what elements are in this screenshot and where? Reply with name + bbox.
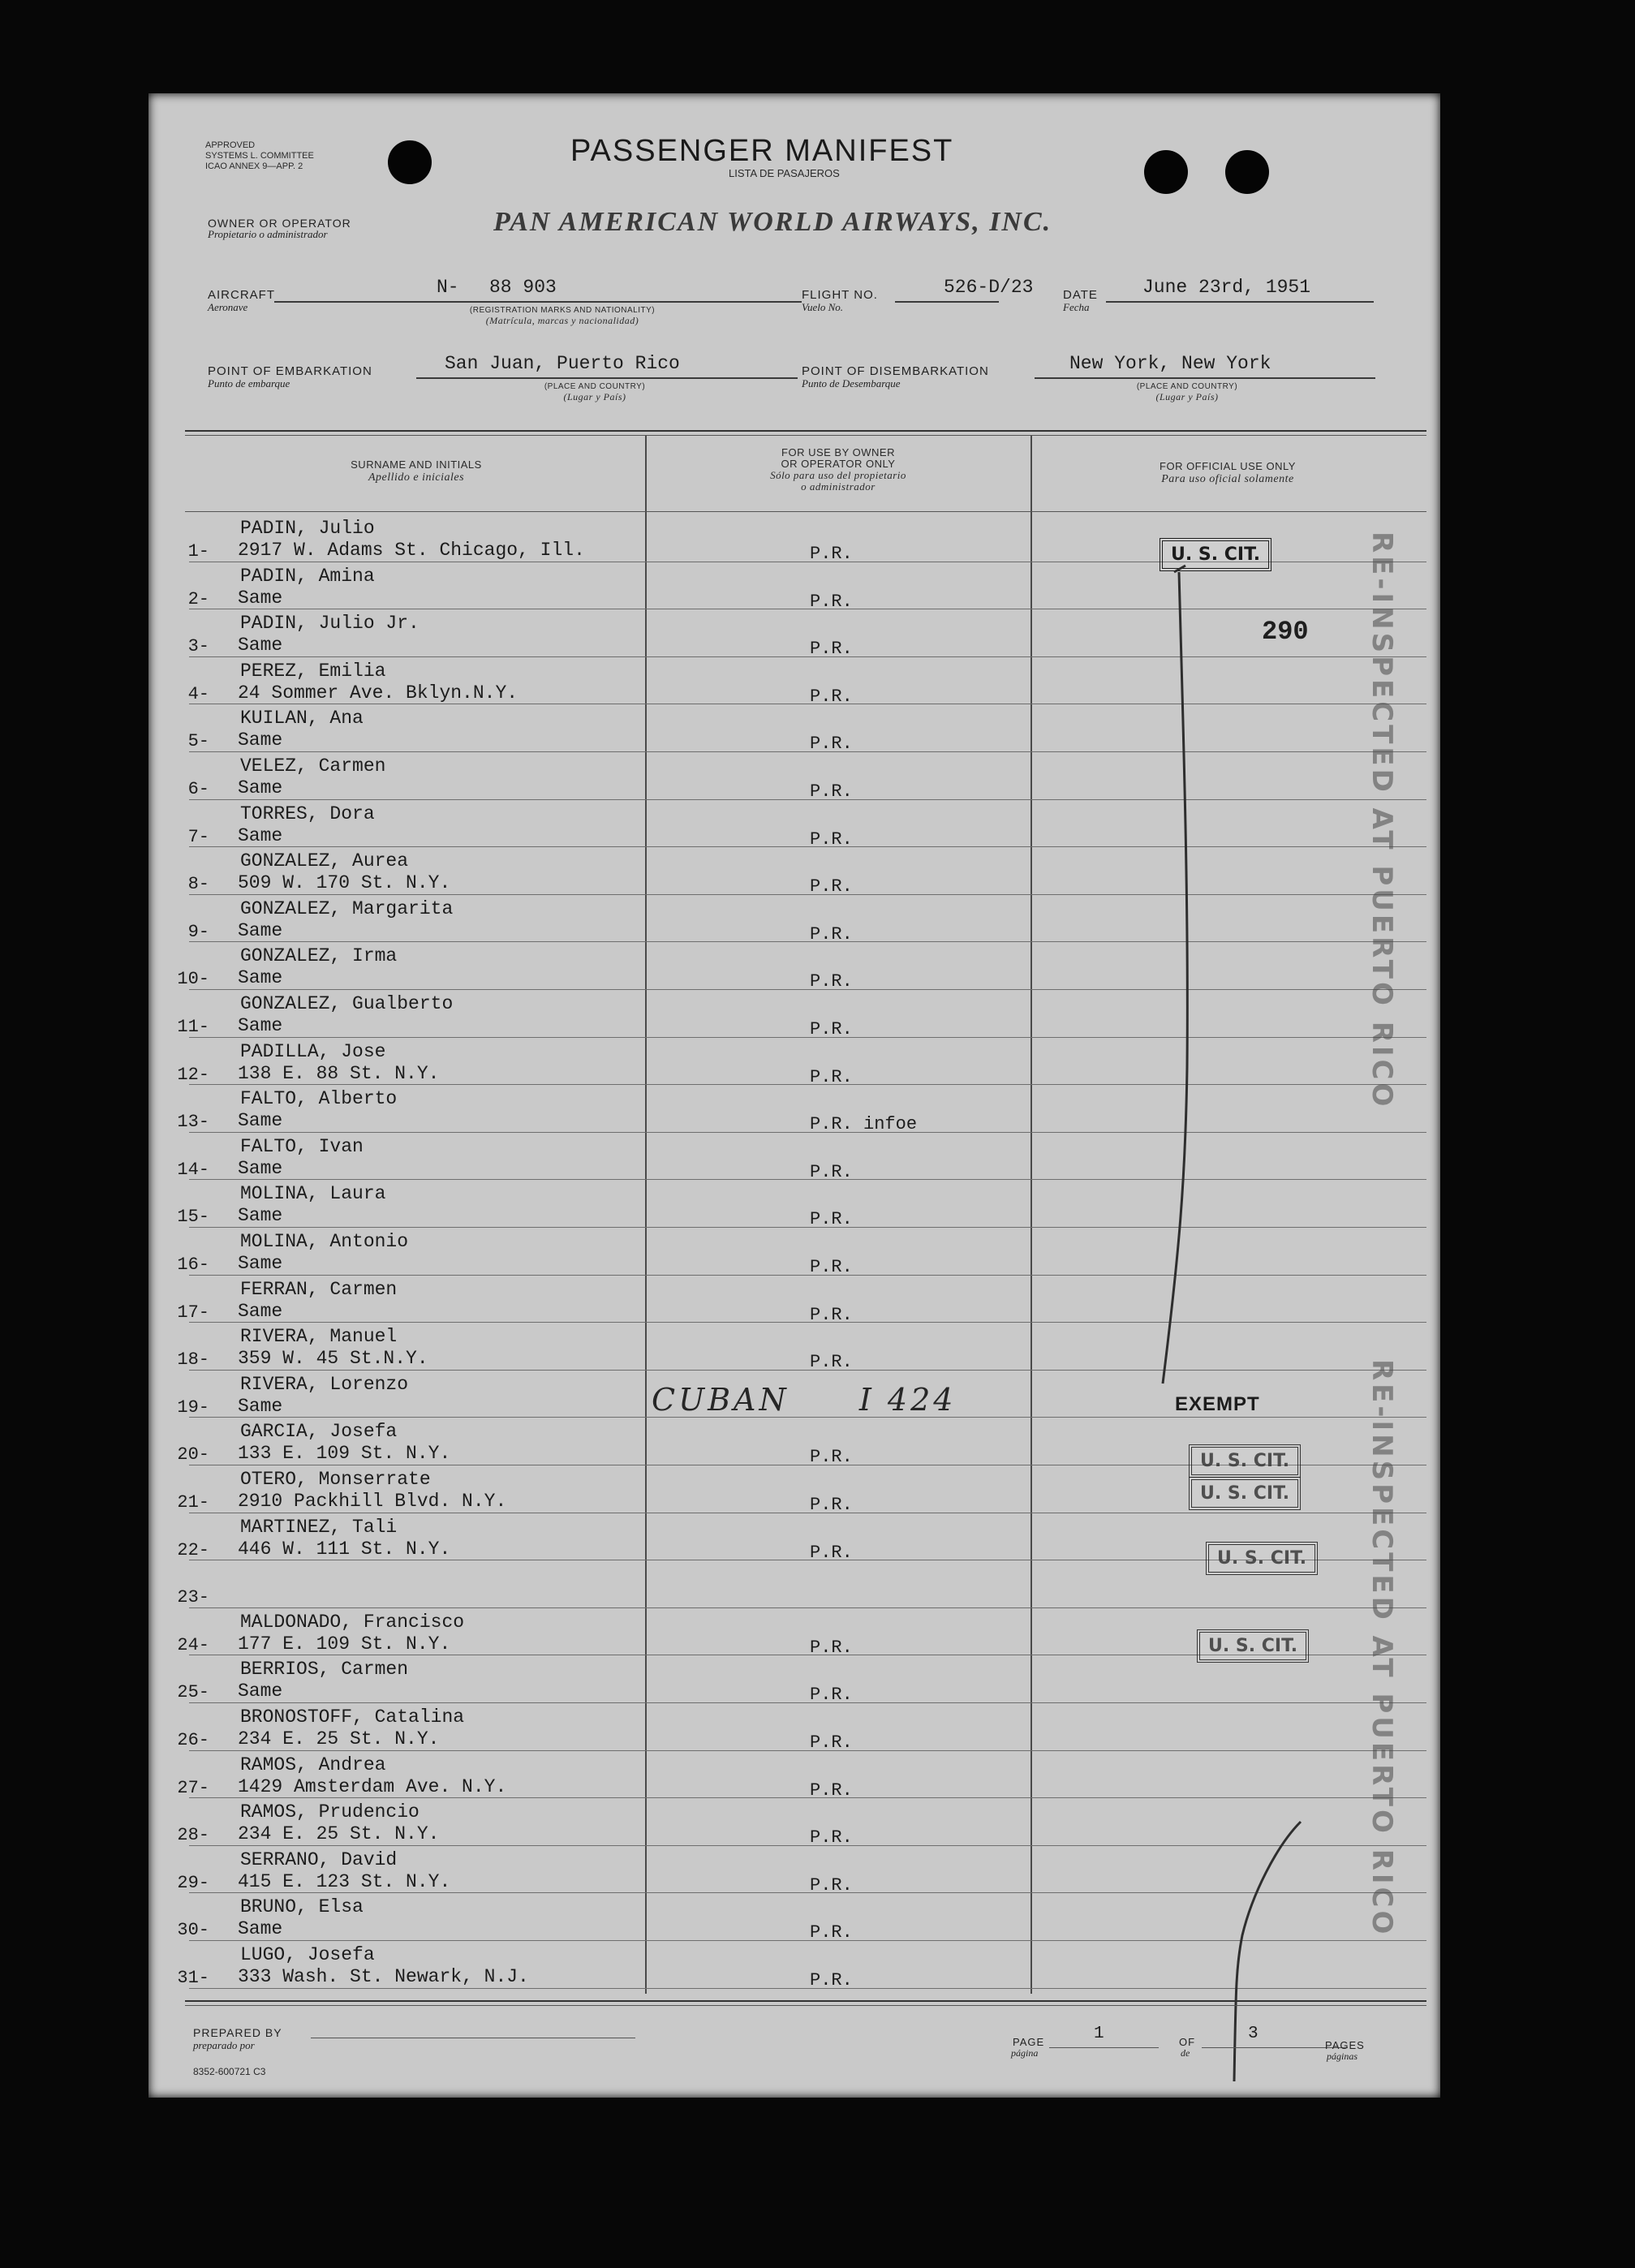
operator-code: P.R.: [810, 591, 853, 612]
passenger-name: BRUNO, Elsa: [240, 1896, 364, 1918]
date-line: [1106, 301, 1374, 303]
passenger-name: FALTO, Alberto: [240, 1088, 398, 1110]
row-number: 8-: [187, 874, 209, 895]
punch-hole: [1225, 150, 1269, 194]
cuban-note: [652, 1382, 956, 1418]
passenger-name: GARCIA, Josefa: [240, 1421, 398, 1443]
passenger-address: Same: [238, 635, 283, 656]
operator-code: P.R.: [810, 1637, 853, 1658]
passenger-address: Same: [238, 587, 283, 609]
table-top-rule: [185, 430, 1426, 432]
total-pages: 3: [1248, 2025, 1259, 2043]
operator-code: P.R.: [810, 971, 853, 992]
flight-label: FLIGHT NO.: [802, 288, 878, 302]
passenger-address: 2910 Packhill Blvd. N.Y.: [238, 1491, 507, 1512]
row-number: 19-: [177, 1397, 209, 1418]
passenger-address: 138 E. 88 St. N.Y.: [238, 1062, 440, 1084]
operator-code: P.R.: [810, 1066, 853, 1087]
operator-code: P.R.: [810, 544, 853, 564]
row-number: 18-: [177, 1349, 209, 1371]
passenger-address: Same: [238, 1681, 283, 1702]
passenger-address: Same: [238, 777, 283, 798]
passenger-name: BRONOSTOFF, Catalina: [240, 1706, 465, 1728]
page-line: [1049, 2047, 1159, 2048]
row-rule: [189, 656, 1426, 657]
passenger-address: Same: [238, 967, 283, 989]
place-note-en: (PLACE AND COUNTRY): [1136, 382, 1238, 391]
disembark-label: POINT OF DISEMBARKATION: [802, 364, 989, 378]
row-number: 6-: [187, 779, 209, 799]
row-rule: [189, 1275, 1426, 1276]
passenger-name: MARTINEZ, Tali: [240, 1516, 398, 1538]
passenger-address: 177 E. 109 St. N.Y.: [238, 1633, 451, 1655]
passenger-address: Same: [238, 1205, 283, 1227]
embark-line: [416, 377, 798, 379]
pages-label-es: páginas: [1327, 2051, 1358, 2062]
row-number: 28-: [177, 1825, 209, 1846]
date-value: June 23rd, 1951: [1142, 277, 1311, 298]
passenger-name: TORRES, Dora: [240, 803, 375, 824]
us-citizen-stamp: U. S. CIT.: [1206, 1542, 1318, 1575]
passenger-address: 234 E. 25 St. N.Y.: [238, 1823, 440, 1845]
disembark-line: [1035, 377, 1375, 379]
flight-value: 526-D/23: [944, 277, 1034, 298]
form-footer-code: 8352-600721 C3: [193, 2066, 266, 2077]
table-bottom-rule: [185, 2000, 1426, 2002]
passenger-name: KUILAN, Ana: [240, 708, 364, 729]
row-rule: [189, 1607, 1426, 1608]
passenger-address: 133 E. 109 St. N.Y.: [238, 1443, 451, 1465]
passenger-name: RAMOS, Andrea: [240, 1754, 386, 1775]
of-label: OF: [1179, 2036, 1196, 2048]
registration-note-en: (REGISTRATION MARKS AND NATIONALITY): [469, 306, 656, 315]
operator-code: P.R.: [810, 876, 853, 897]
row-number: 2-: [187, 588, 209, 609]
table-top-rule: [185, 435, 1426, 436]
column-divider: [1030, 436, 1032, 1994]
registration-note: [408, 306, 716, 327]
row-number: 23-: [177, 1587, 209, 1608]
aircraft-value: 88 903: [489, 277, 557, 298]
row-number: 30-: [177, 1920, 209, 1941]
row-number: 26-: [177, 1730, 209, 1750]
row-number: 10-: [177, 969, 209, 990]
form-title: PASSENGER MANIFEST: [570, 134, 954, 168]
passenger-name: GONZALEZ, Margarita: [240, 897, 454, 919]
row-number: 25-: [177, 1682, 209, 1703]
row-number: 13-: [177, 1112, 209, 1133]
operator-code: P.R.: [810, 1304, 853, 1325]
embark-place-note: [530, 382, 660, 403]
table-bottom-rule: [185, 2005, 1426, 2006]
operator-code: P.R.: [810, 1161, 853, 1182]
col-name-header: [189, 458, 643, 484]
operator-code: P.R.: [810, 1495, 853, 1515]
row-rule: [189, 1084, 1426, 1085]
disembark-place-note: [1122, 382, 1252, 403]
passenger-name: PADILLA, Jose: [240, 1040, 386, 1062]
passenger-name: GONZALEZ, Aurea: [240, 850, 409, 872]
form-title-es: LISTA DE PASAJEROS: [729, 167, 840, 179]
operator-code: P.R.: [810, 1352, 853, 1373]
us-citizen-stamp: U. S. CIT.: [1189, 1444, 1301, 1478]
passenger-name: MOLINA, Laura: [240, 1183, 386, 1205]
row-number: 3-: [187, 636, 209, 657]
operator-code: P.R.: [810, 1780, 853, 1801]
passenger-address: Same: [238, 824, 283, 846]
row-number: 16-: [177, 1255, 209, 1275]
passenger-address: Same: [238, 919, 283, 941]
aircraft-label: AIRCRAFT: [208, 288, 275, 302]
passenger-address: Same: [238, 1157, 283, 1179]
passenger-name: FALTO, Ivan: [240, 1135, 364, 1157]
row-rule: [189, 941, 1426, 942]
col-operator-header-es: Sólo para uso del propietario: [770, 469, 906, 481]
row-number: 5-: [187, 731, 209, 752]
row-rule: [189, 1037, 1426, 1038]
prepared-by-label-es: preparado por: [193, 2039, 255, 2051]
flight-label-es: Vuelo No.: [802, 301, 844, 313]
col-operator-header: [648, 447, 1029, 493]
reinspected-vertical-stamp: RE-INSPECTED AT PUERTO RICO: [1366, 531, 1398, 1110]
passenger-address: Same: [238, 1918, 283, 1940]
place-note-en: (PLACE AND COUNTRY): [544, 382, 646, 391]
operator-code: P.R.: [810, 1685, 853, 1706]
aircraft-line: [274, 301, 802, 303]
cuban-code: I 424: [858, 1382, 957, 1418]
operator-code: P.R. infoe: [810, 1114, 918, 1135]
passenger-address: Same: [238, 1110, 283, 1132]
disembark-value: New York, New York: [1069, 353, 1271, 374]
col-operator-header-en: OR OPERATOR ONLY: [781, 458, 896, 470]
page-label: PAGE: [1013, 2036, 1045, 2048]
us-citizen-stamp: U. S. CIT.: [1189, 1477, 1301, 1510]
passenger-address: 24 Sommer Ave. Bklyn.N.Y.: [238, 682, 518, 704]
row-number: 20-: [177, 1444, 209, 1465]
column-divider: [645, 436, 647, 1994]
passenger-name: PADIN, Julio: [240, 518, 375, 539]
passenger-address: Same: [238, 729, 283, 751]
passenger-address: 2917 W. Adams St. Chicago, Ill.: [238, 540, 585, 561]
owner-label-es: Propietario o administrador: [208, 228, 328, 240]
passenger-name: FERRAN, Carmen: [240, 1278, 398, 1300]
approval-line: ICAO ANNEX 9—APP. 2: [205, 161, 303, 171]
page-label-es: página: [1011, 2047, 1039, 2059]
place-note-es: (Lugar y País): [1155, 391, 1219, 402]
row-rule: [189, 1702, 1426, 1703]
passenger-address: 1429 Amsterdam Ave. N.Y.: [238, 1775, 507, 1797]
header-bottom-rule: [185, 511, 1426, 512]
operator-code: P.R.: [810, 1732, 853, 1753]
passenger-address: Same: [238, 1300, 283, 1322]
passenger-name: RIVERA, Lorenzo: [240, 1373, 409, 1395]
date-label: DATE: [1063, 288, 1098, 302]
row-rule: [189, 1322, 1426, 1323]
passenger-name: MOLINA, Antonio: [240, 1231, 409, 1252]
operator-code: P.R.: [810, 734, 853, 755]
passenger-address: 446 W. 111 St. N.Y.: [238, 1538, 451, 1560]
disembark-label-es: Punto de Desembarque: [802, 377, 901, 389]
owner-label: OWNER OR OPERATOR: [208, 217, 351, 230]
passenger-address: Same: [238, 1395, 283, 1417]
passenger-address: 509 W. 170 St. N.Y.: [238, 872, 451, 894]
operator-code: P.R.: [810, 1447, 853, 1468]
official-count: 290: [1262, 617, 1309, 647]
passenger-name: OTERO, Monserrate: [240, 1469, 431, 1490]
punch-hole: [388, 140, 432, 184]
prepared-by-label: PREPARED BY: [193, 2026, 282, 2039]
embark-label: POINT OF EMBARKATION: [208, 364, 372, 378]
col-operator-header-en: FOR USE BY OWNER: [781, 446, 895, 458]
passenger-name: RAMOS, Prudencio: [240, 1801, 420, 1823]
row-number: 22-: [177, 1539, 209, 1560]
row-number: 15-: [177, 1207, 209, 1228]
row-rule: [189, 751, 1426, 752]
reinspected-vertical-stamp: RE-INSPECTED AT PUERTO RICO: [1366, 1359, 1398, 1938]
row-number: 14-: [177, 1159, 209, 1180]
passenger-name: SERRANO, David: [240, 1848, 398, 1870]
row-number: 27-: [177, 1777, 209, 1798]
aircraft-prefix: N-: [437, 277, 459, 298]
of-label-es: de: [1181, 2047, 1190, 2059]
operator-name: PAN AMERICAN WORLD AIRWAYS, INC.: [493, 207, 1052, 237]
operator-code: P.R.: [810, 1922, 853, 1943]
embark-label-es: Punto de embarque: [208, 377, 290, 389]
punch-hole: [1144, 150, 1188, 194]
passenger-address: Same: [238, 1253, 283, 1274]
aircraft-label-es: Aeronave: [208, 301, 248, 313]
row-number: 9-: [187, 921, 209, 942]
row-rule: [189, 799, 1426, 800]
row-number: 24-: [177, 1634, 209, 1655]
manifest-sheet: [148, 93, 1440, 2098]
row-rule: [189, 1797, 1426, 1798]
passenger-name: VELEZ, Carmen: [240, 755, 386, 777]
row-rule: [189, 846, 1426, 847]
handwritten-bracket-line: [1220, 1814, 1317, 2106]
passenger-name: BERRIOS, Carmen: [240, 1659, 409, 1681]
passenger-address: 415 E. 123 St. N.Y.: [238, 1870, 451, 1892]
operator-code: P.R.: [810, 781, 853, 802]
approval-block: [205, 140, 314, 172]
row-number: 11-: [177, 1017, 209, 1037]
col-official-header: [1033, 460, 1422, 486]
passenger-name: PADIN, Julio Jr.: [240, 613, 420, 635]
passenger-address: Same: [238, 1015, 283, 1036]
passenger-name: MALDONADO, Francisco: [240, 1611, 465, 1633]
operator-code: P.R.: [810, 1874, 853, 1896]
cuban-note-text: CUBAN: [652, 1382, 790, 1418]
row-number: 17-: [177, 1302, 209, 1323]
us-citizen-stamp: U. S. CIT.: [1197, 1629, 1309, 1663]
row-number: 7-: [187, 826, 209, 847]
row-rule: [189, 894, 1426, 895]
passenger-address: 234 E. 25 St. N.Y.: [238, 1728, 440, 1749]
operator-code: P.R.: [810, 1209, 853, 1230]
passenger-address: 359 W. 45 St.N.Y.: [238, 1348, 428, 1370]
row-number: 29-: [177, 1872, 209, 1893]
operator-code: P.R.: [810, 1542, 853, 1563]
approval-line: APPROVED: [205, 140, 256, 150]
passenger-name: LUGO, Josefa: [240, 1944, 375, 1965]
col-operator-header-es: o administrador: [801, 480, 876, 493]
exempt-mark: EXEMPT: [1175, 1393, 1260, 1415]
place-note-es: (Lugar y País): [563, 391, 626, 402]
operator-code: P.R.: [810, 923, 853, 945]
pages-label: PAGES: [1325, 2039, 1365, 2051]
passenger-address: 333 Wash. St. Newark, N.J.: [238, 1966, 529, 1987]
col-official-header-es: Para uso oficial solamente: [1161, 473, 1294, 485]
operator-code: P.R.: [810, 1970, 853, 1990]
us-citizen-stamp: U. S. CIT.: [1160, 538, 1271, 571]
flight-line: [895, 301, 999, 303]
col-name-header-en: SURNAME AND INITIALS: [351, 458, 482, 471]
operator-code: P.R.: [810, 1827, 853, 1848]
row-number: 4-: [187, 683, 209, 704]
passenger-name: RIVERA, Manuel: [240, 1326, 398, 1348]
row-number: 12-: [177, 1064, 209, 1085]
col-official-header-en: FOR OFFICIAL USE ONLY: [1160, 460, 1296, 472]
date-label-es: Fecha: [1063, 301, 1090, 313]
passenger-name: GONZALEZ, Gualberto: [240, 993, 454, 1014]
row-rule: [189, 1370, 1426, 1371]
embark-value: San Juan, Puerto Rico: [445, 353, 680, 374]
approval-line: SYSTEMS L. COMMITTEE: [205, 151, 314, 161]
operator-code: P.R.: [810, 639, 853, 660]
row-rule: [189, 1227, 1426, 1228]
operator-code: P.R.: [810, 828, 853, 850]
row-rule: [189, 1132, 1426, 1133]
operator-code: P.R.: [810, 1019, 853, 1039]
row-number: 1-: [187, 541, 209, 562]
operator-code: P.R.: [810, 1257, 853, 1277]
passenger-name: PEREZ, Emilia: [240, 660, 386, 682]
col-name-header-es: Apellido e iniciales: [368, 471, 465, 484]
row-number: 21-: [177, 1492, 209, 1513]
page-value: 1: [1094, 2025, 1104, 2043]
passenger-name: PADIN, Amina: [240, 565, 375, 587]
row-rule: [189, 1750, 1426, 1751]
operator-code: P.R.: [810, 686, 853, 707]
row-rule: [189, 1179, 1426, 1180]
row-number: 31-: [177, 1968, 209, 1988]
passenger-name: GONZALEZ, Irma: [240, 945, 398, 967]
registration-note-es: (Matrícula, marcas y nacionalidad): [485, 315, 639, 326]
row-rule: [189, 989, 1426, 990]
